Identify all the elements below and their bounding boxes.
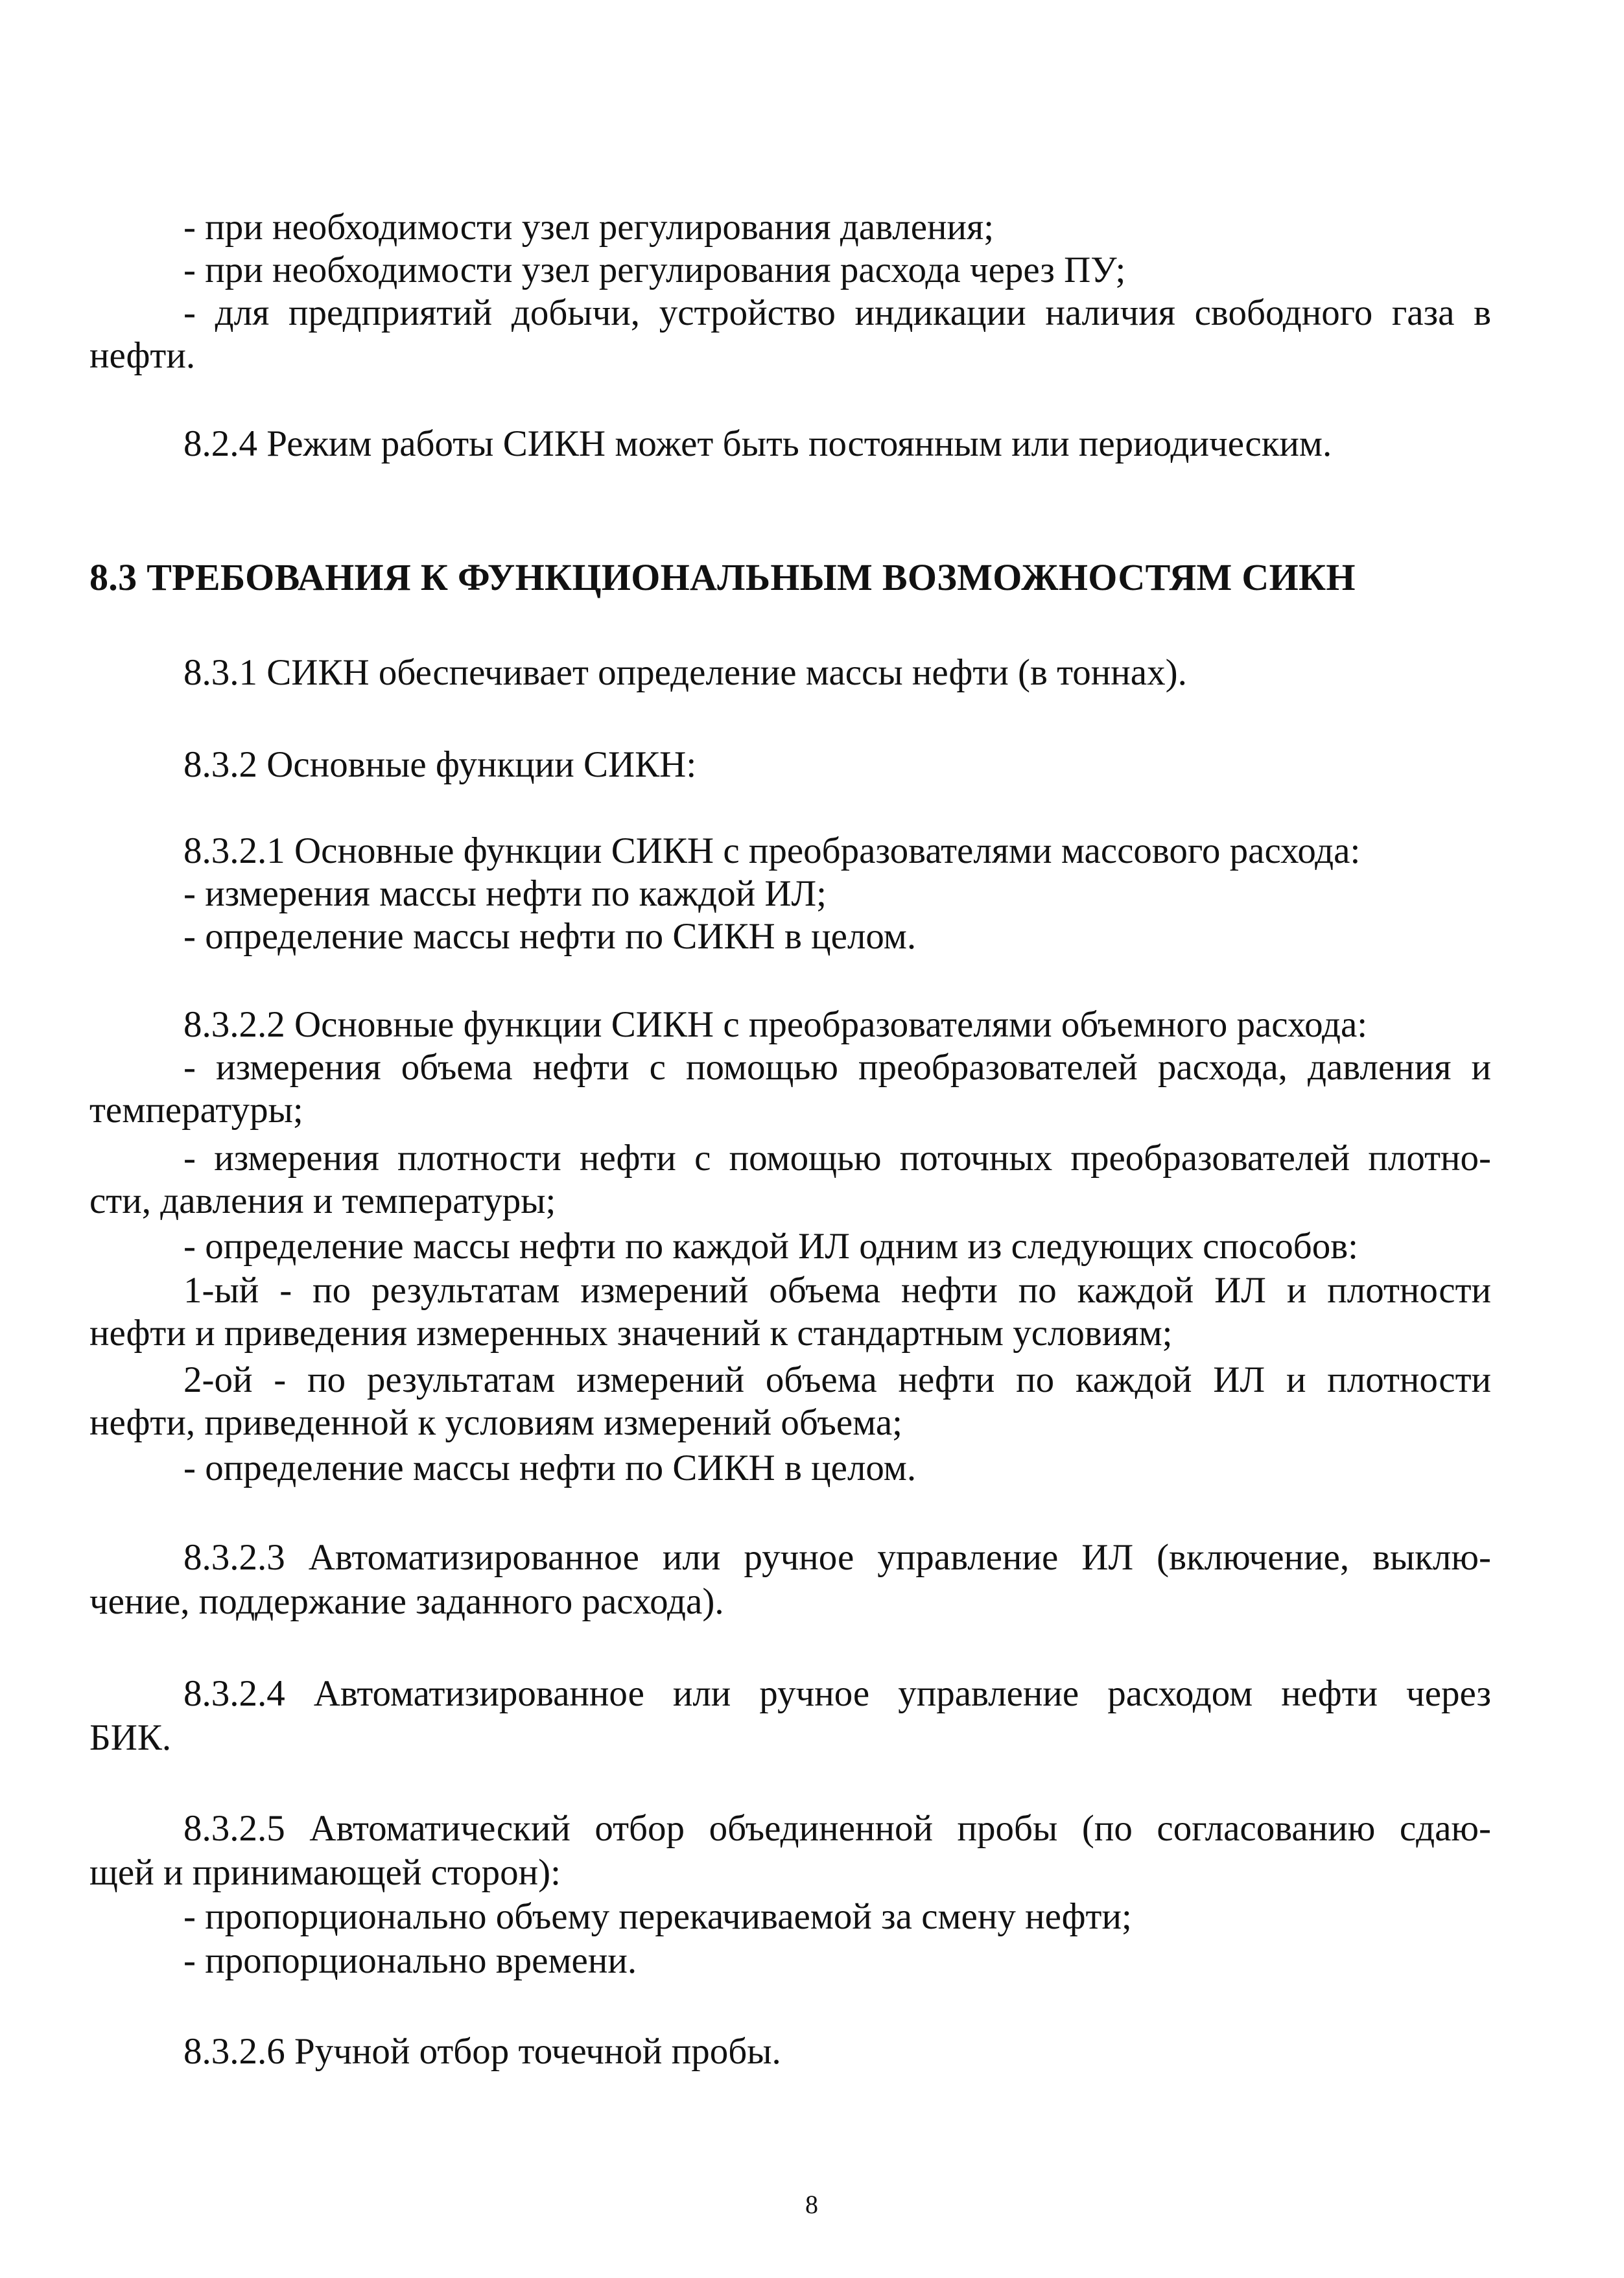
paragraph-8-3-1: 8.3.1 СИКН обеспечивает определение массы нефти (в тоннах).: [183, 652, 1187, 693]
section-heading-8-3: 8.3 ТРЕБОВАНИЯ К ФУНКЦИОНАЛЬНЫМ ВОЗМОЖНОСТЯМ СИКН: [89, 556, 1356, 598]
text-line: температуры;: [89, 1090, 303, 1131]
list-item: - определение массы нефти по каждой ИЛ одним из следующих способов:: [183, 1226, 1358, 1267]
list-item: - для предприятий добычи, устройство индикации наличия свободного газа в: [183, 292, 1491, 333]
text-line: нефти, приведенной к условиям измерений объема;: [89, 1402, 902, 1443]
list-item: - при необходимости узел регулирования расхода через ПУ;: [183, 250, 1126, 290]
text-line: чение, поддержание заданного расхода).: [89, 1581, 724, 1622]
text-line: щей и принимающей сторон):: [89, 1852, 561, 1893]
list-item: - определение массы нефти по СИКН в целом.: [183, 916, 917, 957]
list-item: - измерения объема нефти с помощью преобразователей расхода, давления и: [183, 1047, 1491, 1088]
text-line: сти, давления и температуры;: [89, 1180, 556, 1221]
list-item: - измерения массы нефти по каждой ИЛ;: [183, 873, 827, 914]
list-item: - при необходимости узел регулирования давления;: [183, 207, 994, 248]
list-item: - измерения плотности нефти с помощью поточных преобразователей плотно-: [183, 1138, 1491, 1179]
paragraph-8-3-2: 8.3.2 Основные функции СИКН:: [183, 744, 697, 785]
text-line: нефти.: [89, 335, 196, 376]
list-item: - пропорционально объему перекачиваемой за смену нефти;: [183, 1896, 1132, 1937]
paragraph-8-3-2-5: 8.3.2.5 Автоматический отбор объединенной пробы (по согласованию сдаю-: [183, 1808, 1491, 1849]
paragraph-8-3-2-1: 8.3.2.1 Основные функции СИКН с преобразователями массового расхода:: [183, 830, 1361, 871]
list-item: - определение массы нефти по СИКН в целом.: [183, 1448, 917, 1488]
page-number: 8: [805, 2190, 818, 2219]
text-line: БИК.: [89, 1717, 172, 1758]
list-item: - пропорционально времени.: [183, 1940, 637, 1981]
list-item: 2-ой - по результатам измерений объема нефти по каждой ИЛ и плотности: [183, 1359, 1491, 1400]
text-line: нефти и приведения измеренных значений к стандартным условиям;: [89, 1313, 1173, 1354]
paragraph-8-2-4: 8.2.4 Режим работы СИКН может быть постоянным или периодическим.: [183, 423, 1332, 464]
paragraph-8-3-2-6: 8.3.2.6 Ручной отбор точечной пробы.: [183, 2031, 781, 2072]
list-item: 1-ый - по результатам измерений объема нефти по каждой ИЛ и плотности: [183, 1270, 1491, 1311]
paragraph-8-3-2-4: 8.3.2.4 Автоматизированное или ручное управление расходом нефти через: [183, 1673, 1491, 1714]
paragraph-8-3-2-2: 8.3.2.2 Основные функции СИКН с преобразователями объемного расхода:: [183, 1004, 1368, 1045]
paragraph-8-3-2-3: 8.3.2.3 Автоматизированное или ручное управление ИЛ (включение, выклю-: [183, 1537, 1491, 1578]
